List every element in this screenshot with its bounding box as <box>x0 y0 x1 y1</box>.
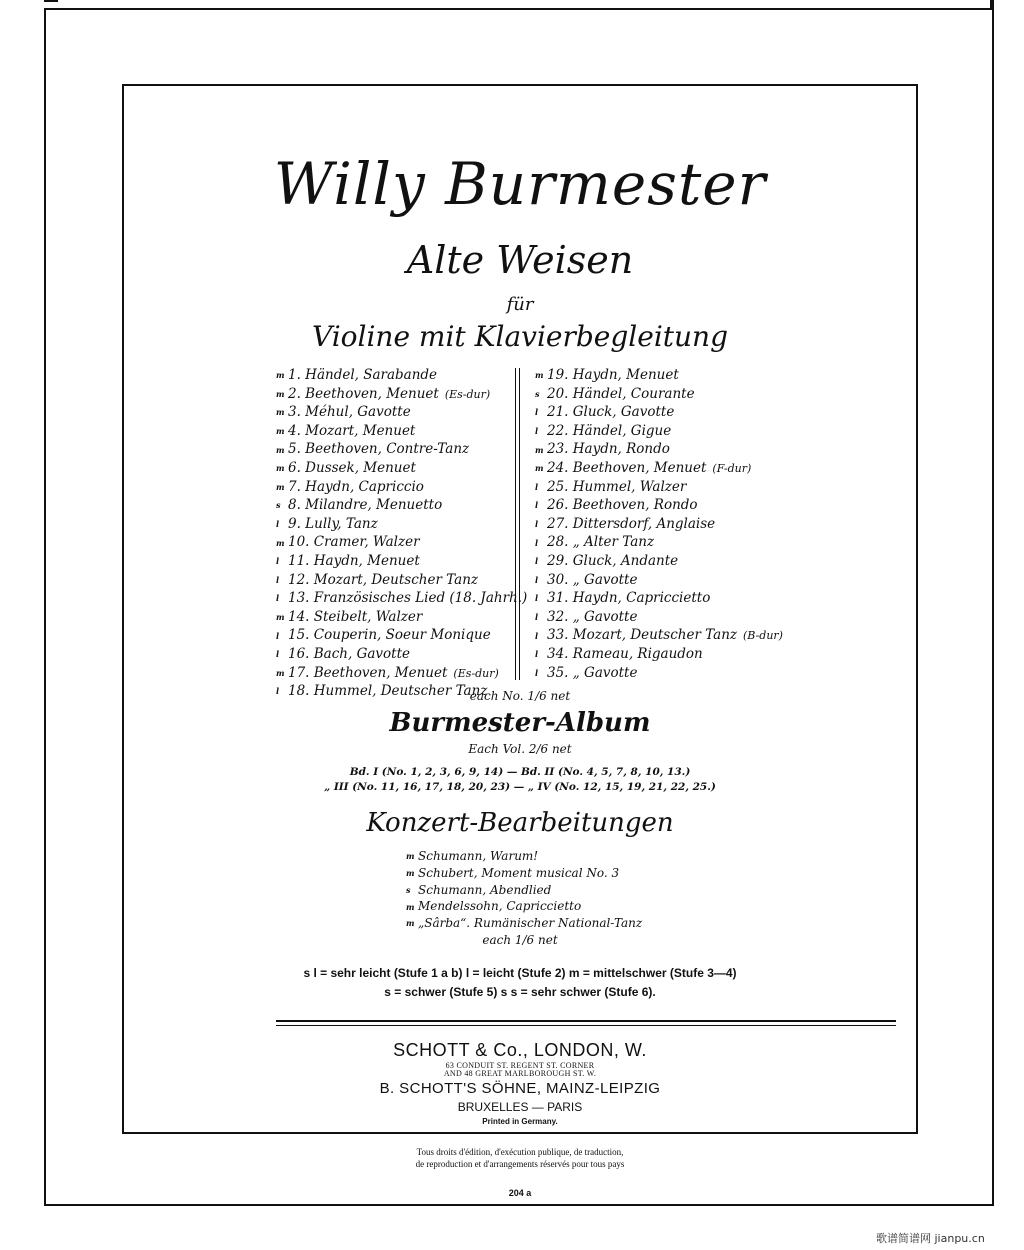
piece-key: (Es-dur) <box>444 387 491 401</box>
piece-key: (F-dur) <box>712 461 752 475</box>
piece-title: 14. Steibelt, Walzer <box>288 608 423 625</box>
difficulty-mark: s <box>276 500 281 511</box>
difficulty-mark: l <box>276 593 280 604</box>
fuer-label: für <box>506 294 534 315</box>
piece-title: 34. Rameau, Rigaudon <box>547 645 703 662</box>
piece-title: 20. Händel, Courante <box>547 385 695 402</box>
difficulty-mark: s <box>406 884 411 895</box>
piece-left-item <box>276 626 516 645</box>
piece-title: 16. Bach, Gavotte <box>288 645 410 662</box>
piece-right-item <box>535 459 775 478</box>
price-each: each No. 1/6 net <box>469 689 571 703</box>
piece-title: 32. „ Gavotte <box>547 608 638 625</box>
difficulty-mark: l <box>276 556 280 567</box>
difficulty-mark: l <box>535 630 539 641</box>
piece-title: 33. Mozart, Deutscher Tanz <box>547 627 737 644</box>
konzert-item <box>406 882 642 899</box>
corner-tick <box>44 0 58 2</box>
piece-left-item <box>276 515 516 534</box>
difficulty-mark: l <box>535 537 539 548</box>
piece-left-item <box>276 403 516 422</box>
piece-title: 4. Mozart, Menuet <box>288 422 416 439</box>
difficulty-mark: s <box>535 388 540 399</box>
piece-left-item <box>276 608 516 627</box>
difficulty-mark: m <box>276 481 285 492</box>
piece-title: 19. Haydn, Menuet <box>547 367 679 383</box>
printed-in: Printed in Germany. <box>482 1117 558 1126</box>
piece-title: 25. Hummel, Walzer <box>547 478 687 495</box>
difficulty-mark: m <box>406 868 415 878</box>
album-price: Each Vol. 2/6 net <box>468 742 572 756</box>
difficulty-mark: m <box>276 407 285 418</box>
difficulty-mark: m <box>276 463 285 474</box>
difficulty-mark: l <box>535 593 539 604</box>
piece-title: 18. Hummel, Deutscher Tanz <box>288 683 488 700</box>
piece-left-item <box>276 478 516 497</box>
piece-right-item <box>535 515 775 534</box>
difficulty-mark: l <box>276 630 280 641</box>
difficulty-mark: l <box>535 667 539 678</box>
piece-right-item <box>535 403 775 422</box>
piece-title: 26. Beethoven, Rondo <box>547 497 698 514</box>
page-number: 204 a <box>508 1188 532 1198</box>
rights-notice <box>122 1146 918 1170</box>
piece-title: 28. „ Alter Tanz <box>547 534 655 551</box>
divider-rule <box>276 1020 896 1022</box>
publisher-address2: AND 48 GREAT MARLBOROUGH ST. W. <box>443 1069 597 1078</box>
album-volumes-line2: „ III (No. 11, 16, 17, 18, 20, 23) — „ IV (No. 12, 15, 19, 21, 22, 25.) <box>324 781 716 793</box>
album-title: Burmester-Album <box>389 708 651 738</box>
piece-key: (Es-dur) <box>453 666 499 680</box>
piece-title: 21. Gluck, Gavotte <box>547 404 675 421</box>
piece-left-item <box>276 571 516 590</box>
publisher-address1: 63 CONDUIT ST. REGENT ST. CORNER <box>445 1061 595 1070</box>
difficulty-mark: m <box>276 370 285 381</box>
piece-left-item <box>276 366 516 385</box>
divider-rule-thin <box>276 1025 896 1026</box>
piece-right-item <box>535 626 783 645</box>
piece-title: 22. Händel, Gigue <box>547 422 672 439</box>
piece-key: (B-dur) <box>743 629 783 643</box>
column-divider <box>515 368 520 680</box>
difficulty-mark: m <box>406 851 415 862</box>
difficulty-mark: l <box>535 574 539 585</box>
difficulty-mark: m <box>406 901 415 912</box>
konzert-title-text: Schubert, Moment musical No. 3 <box>418 865 620 880</box>
piece-right-item <box>535 645 775 664</box>
piece-right-item <box>535 478 775 497</box>
work-subtitle: Violine mit Klavierbegleitung <box>311 320 729 353</box>
difficulty-mark: m <box>535 463 544 474</box>
piece-title: 17. Beethoven, Menuet <box>288 664 448 681</box>
difficulty-mark: m <box>535 370 544 381</box>
rights-line1: Tous droits d'édition, d'exécution publique, de traduction, <box>416 1147 624 1157</box>
piece-title: 1. Händel, Sarabande <box>288 367 438 383</box>
difficulty-mark: l <box>535 518 539 529</box>
piece-title: 12. Mozart, Deutscher Tanz <box>288 571 478 588</box>
difficulty-mark: m <box>276 667 285 678</box>
piece-title: 7. Haydn, Capriccio <box>288 478 424 495</box>
piece-title: 11. Haydn, Menuet <box>288 552 420 569</box>
piece-right-item <box>535 608 775 627</box>
konzert-title-text: Mendelssohn, Capriccietto <box>418 899 582 914</box>
difficulty-mark: l <box>535 649 539 660</box>
piece-left-item <box>276 496 516 515</box>
konzert-title-text: „Sârba“. Rumänischer National-Tanz <box>418 916 643 930</box>
piece-right-item <box>535 422 775 441</box>
piece-title: 13. Französisches Lied (18. Jahrh.) <box>288 590 528 607</box>
difficulty-mark: m <box>276 611 285 622</box>
difficulty-mark: l <box>276 574 280 585</box>
publisher-cities: BRUXELLES — PARIS <box>457 1100 583 1114</box>
piece-left-item <box>276 589 528 608</box>
piece-title: 35. „ Gavotte <box>547 664 638 681</box>
piece-right-item <box>535 533 775 552</box>
konzert-title: Konzert-Bearbeitungen <box>366 808 674 838</box>
difficulty-mark: m <box>535 444 544 455</box>
difficulty-mark: l <box>535 611 539 622</box>
difficulty-mark: l <box>535 481 539 492</box>
difficulty-mark: l <box>535 407 539 418</box>
composer-name: Willy Burmester <box>273 150 767 218</box>
pieces-list-left <box>276 366 528 701</box>
konzert-list <box>406 848 642 932</box>
konzert-title-text: Schumann, Warum! <box>418 849 539 863</box>
piece-left-item <box>276 645 516 664</box>
difficulty-mark: m <box>276 537 285 548</box>
konzert-item <box>406 898 642 915</box>
konzert-price: each 1/6 net <box>482 933 558 947</box>
difficulty-mark: m <box>276 425 285 436</box>
piece-left-item <box>276 459 516 478</box>
piece-left-item <box>276 533 516 552</box>
piece-title: 8. Milandre, Menuetto <box>288 497 443 514</box>
piece-right-item <box>535 552 775 571</box>
piece-left-item <box>276 552 516 571</box>
difficulty-legend-line1: s l = sehr leicht (Stufe 1 a b) l = leicht (Stufe 2) m = mittelschwer (Stufe 3—4) <box>303 966 737 980</box>
rights-line2: de reproduction et d'arrangements réservés pour tous pays <box>415 1159 625 1169</box>
piece-title: 9. Lully, Tanz <box>288 515 378 532</box>
difficulty-legend-line2: s = schwer (Stufe 5) s s = sehr schwer (Stufe 6). <box>384 985 656 999</box>
piece-title: 2. Beethoven, Menuet <box>288 385 439 402</box>
difficulty-mark: l <box>535 425 539 436</box>
piece-title: 29. Gluck, Andante <box>547 552 679 569</box>
piece-right-item <box>535 571 775 590</box>
piece-left-item <box>276 440 516 459</box>
difficulty-mark: l <box>535 556 539 567</box>
piece-left-item <box>276 664 516 683</box>
album-volumes-line1: Bd. I (No. 1, 2, 3, 6, 9, 14) — Bd. II (No. 4, 5, 7, 8, 10, 13.) <box>349 766 691 778</box>
piece-left-item <box>276 385 516 404</box>
difficulty-mark: l <box>535 500 539 511</box>
piece-right-item <box>535 589 775 608</box>
difficulty-mark: l <box>276 649 280 660</box>
piece-title: 30. „ Gavotte <box>547 571 638 588</box>
piece-title: 31. Haydn, Capriccietto <box>547 590 711 607</box>
konzert-item <box>406 915 642 932</box>
piece-title: 24. Beethoven, Menuet <box>547 459 707 476</box>
piece-title: 23. Haydn, Rondo <box>547 441 670 458</box>
difficulty-mark: l <box>276 518 280 529</box>
konzert-item <box>406 865 642 882</box>
piece-title: 15. Couperin, Soeur Monique <box>288 627 491 644</box>
piece-title: 27. Dittersdorf, Anglaise <box>547 515 716 532</box>
konzert-item <box>406 848 642 865</box>
piece-right-item <box>535 385 775 404</box>
piece-left-item <box>276 422 516 441</box>
work-title: Alte Weisen <box>406 238 634 282</box>
publisher-london: SCHOTT & Co., LONDON, W. <box>393 1040 647 1060</box>
piece-right-item <box>535 440 775 459</box>
difficulty-mark: m <box>276 444 285 455</box>
konzert-title-text: Schumann, Abendlied <box>418 882 552 897</box>
piece-title: 3. Méhul, Gavotte <box>288 404 411 421</box>
pieces-list-right <box>535 366 783 682</box>
piece-right-item <box>535 496 775 515</box>
piece-right-item <box>535 366 775 385</box>
difficulty-mark: m <box>276 388 285 399</box>
piece-title: 5. Beethoven, Contre-Tanz <box>288 441 470 458</box>
difficulty-mark: l <box>276 686 280 697</box>
piece-title: 6. Dussek, Menuet <box>288 459 416 476</box>
piece-title: 10. Cramer, Walzer <box>288 534 420 551</box>
piece-right-item <box>535 664 775 683</box>
difficulty-mark: m <box>406 918 415 929</box>
publisher-mainz: B. SCHOTT'S SÖHNE, MAINZ-LEIPZIG <box>379 1080 661 1097</box>
site-watermark: 歌谱简谱网 jianpu.cn <box>876 1232 985 1245</box>
